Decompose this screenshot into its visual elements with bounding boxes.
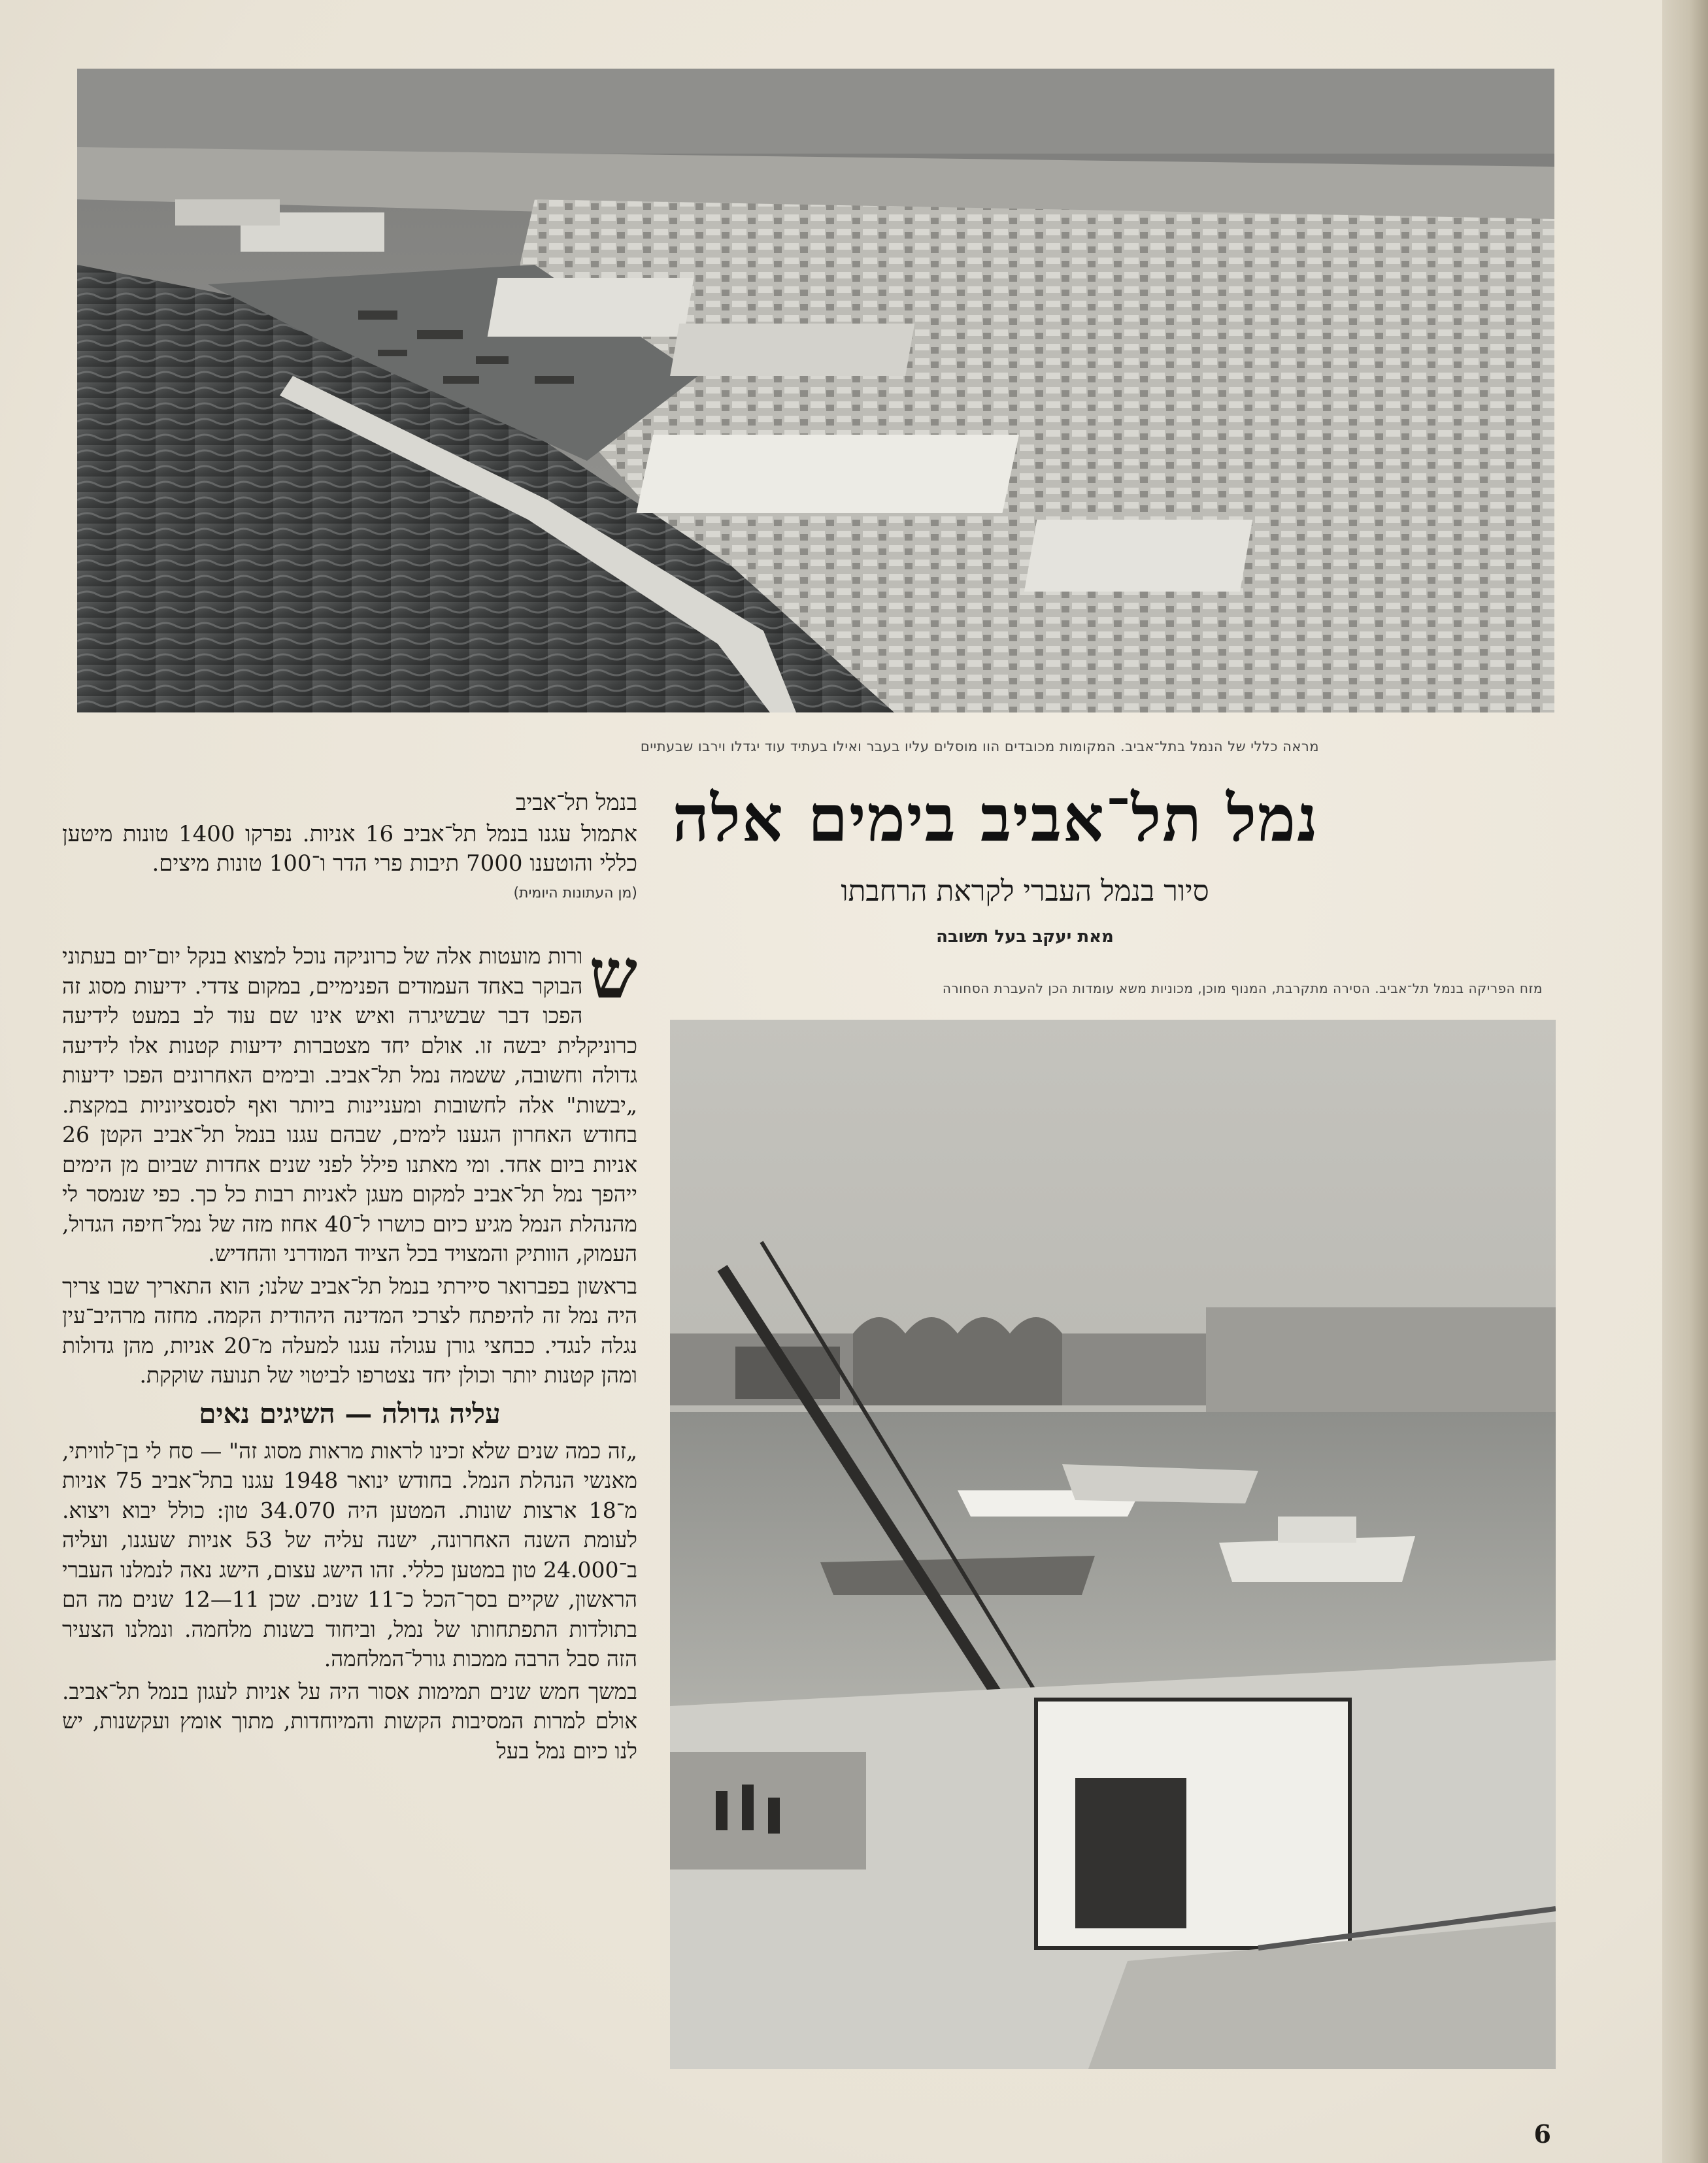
article-body [62, 933, 638, 1768]
news-box-source: (מן העתונות היומית) [513, 885, 637, 901]
article-paragraph-2: בראשון בפברואר סיירתי בנמל תל־אביב שלנו; הוא התאריך שבו צריך היה נמל זה להיפתח לצרכי המדינה היהודית הקמה. מחזה מרהיב־עין נגלה לנגדי. כבחצי גורן עגולה עגנו למעלה מ־20 אניות, מהן גדולות ומהן קטנות יותר וכולן יחד נצטרפו לביטוי של תנועה שוקקת. [62, 1273, 638, 1388]
article-paragraph-4: במשך חמש שנים תמימות אסור היה על אניות לעגון בנמל תל־אביב. אולם למרות המסיבות הקשות והמיוחדות, מתוך אומץ ועקשנות, יש לנו כיום נמל בעל [62, 1678, 637, 1764]
page-edge [1662, 0, 1708, 2163]
article-byline: מאת יעקב בעל תשובה [936, 927, 1114, 947]
top-photo-caption: מראה כללי של הנמל בתל־אביב. המקומות מכובדים הוו מוסלים עליו בעבר ואילו בעתיד עוד יגדלו וירבו שבעתיים [640, 739, 1319, 754]
article-subheading: עליה גדולה — השיגים נאים [199, 1397, 501, 1430]
article-headline: נמל תל־אביב בימים אלה [672, 781, 1319, 856]
unloading-pier-photo [670, 1020, 1556, 2069]
article-paragraph-3: „זה כמה שנים שלא זכינו לראות מראות מסוג זה" — סח לי בן־לוויתי, מאנשי הנהלת הנמל. בחודש ינואר 1948 עגנו בתל־אביב 75 אניות מ־18 ארצות שונות. המטען היה 34.070 טון: כולל יבוא ויצוא. לעומת השנה האחרונה, ישנה עליה של 53 אניות שעגנו, ועליה ב־24.000 טון במטען כללי. זהו הישג עצום, הישג נאה לנמלנו העברי הראשון, שקיים בסך־הכל כ־11 שנים. שכן 11—12 שנים מה הם בתולדות התפתחותו של נמל, וביחוד בשנות מלחמה. ונמלנו הצעיר הזה סבל הרבה ממכות גורל־המלחמה. [62, 1437, 638, 1671]
bottom-photo-caption: מזח הפריקה בנמל תל־אביב. הסירה מתקרבת, המנוף מוכן, מכוניות משא עומדות הכן להעברת הסחורה [942, 981, 1543, 996]
drop-cap: ש [589, 933, 637, 1014]
page-number: 6 [1533, 2119, 1551, 2149]
port-aerial-photo [77, 69, 1554, 713]
news-box-body: אתמול עגנו בנמל תל־אביב 16 אניות. נפרקו 1400 טונות מיטען כללי והוטענו 7000 תיבות פרי הדר ו־100 טונות מיצים. [62, 821, 638, 877]
paragraph-1-text: ורות מועטות אלה של כרוניקה נוכל למצוא בנקל יום־יום בעתוני הבוקר באחד העמודים הפנימיים, במקום צדדי. ידיעות מסוג זה הפכו דבר שבשיגרה ואיש אינו שם עוד לב במעט לידיעה כרוניקלית יבשה זו. אולם יחד מצטברות ידיעות קטנות אלו לידיעה גדולה וחשובה, ששמה נמל תל־אביב. ובימים האחרונים הפכו ידיעות „יבשות" אלה לחשובות ומעניינות ביותר ואף לסנסציוניות במקצת. בחודש האחרון הגענו לימים, שבהם עגנו בנמל תל־אביב הקטן 26 אניות ביום אחד. ומי מאתנו פילל לפני שנים אחדות שביום מן הימים ייהפך נמל תל־אביב למקום מעגן לאניות רבות כל כך. כפי שנמסר לי מהנהלת הנמל מגיע כיום כושרו ל־40 אחוז מזה של נמל־חיפה הגדול, העמוק, הוותיק והמצויד בכל הציוד המודרני והחדיש. [62, 943, 637, 1266]
article-subtitle: סיור בנמל העברי לקראת הרחבתו [841, 875, 1209, 908]
news-box [62, 790, 637, 901]
news-box-title: בנמל תל־אביב [515, 790, 637, 816]
article-paragraph-1 [62, 933, 637, 1269]
